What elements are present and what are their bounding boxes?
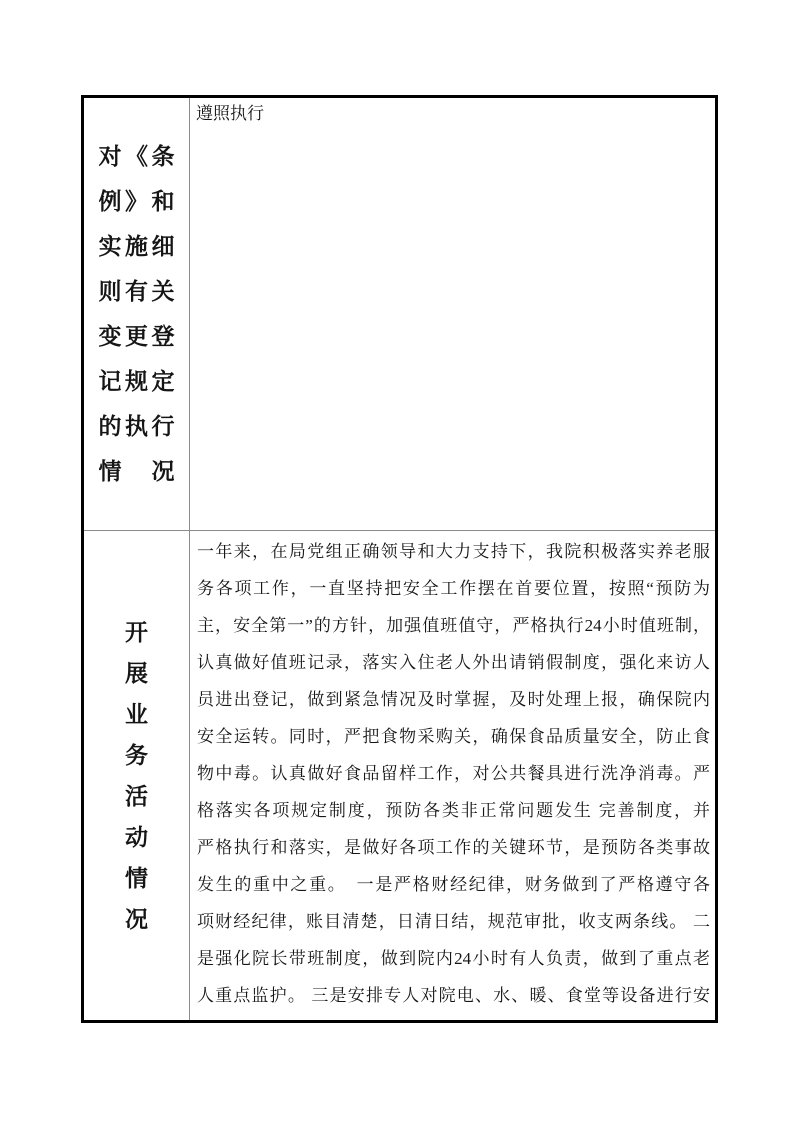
row2-label-cell [84, 531, 190, 1020]
body-text-line: 格落实各项规定制度，预防各类非正常问题发生 完善制度，并 [197, 801, 710, 820]
row2-label-char: 情 [125, 865, 148, 891]
row2-body-cell [190, 531, 715, 1020]
row1-content-cell [190, 98, 715, 531]
body-text-line: 项财经纪律，账目清楚，日清日结，规范审批，收支两条线。 二 [197, 912, 710, 931]
row2-label-char: 开 [125, 619, 148, 645]
body-text-line: 务各项工作，一直坚持把安全工作摆在首要位置，按照“预防为 [197, 579, 710, 598]
row1-label-line: 的执行 [98, 414, 175, 439]
row2-label-char: 业 [125, 701, 148, 727]
body-text-line: 员进出登记，做到紧急情况及时掌握，及时处理上报，确保院内 [197, 690, 710, 709]
body-text-line: 发生的重中之重。 一是严格财经纪律，财务做到了严格遵守各 [197, 875, 710, 894]
row1-label-line: 对《条 [98, 144, 175, 169]
row2-label-char: 展 [125, 660, 148, 686]
row2-label-char: 动 [125, 824, 148, 850]
row1-label-line: 实施细 [98, 234, 175, 259]
body-text-line: 认真做好值班记录，落实入住老人外出请销假制度，强化来访人 [197, 653, 710, 672]
body-text-line: 物中毒。认真做好食品留样工作，对公共餐具进行洗净消毒。严 [197, 764, 710, 783]
row1-label-line: 则有关 [98, 279, 175, 304]
row1-content-text: 遵照执行 [196, 104, 264, 123]
row2-label-char: 活 [125, 783, 148, 809]
row2-label-char: 务 [125, 742, 148, 768]
row1-label-cell [84, 98, 190, 531]
row2-label-char: 况 [125, 906, 148, 932]
form-table [81, 95, 718, 1023]
row1-label-line: 情况 [98, 459, 175, 484]
row1-label-line: 记规定 [98, 369, 175, 394]
body-text-line: 安全运转。同时，严把食物采购关，确保食品质量安全，防止食 [197, 727, 710, 746]
row1-label-line: 例》和 [98, 189, 175, 214]
body-text-line: 严格执行和落实，是做好各项工作的关键环节，是预防各类事故 [197, 838, 710, 857]
body-text-line: 人重点监护。 三是安排专人对院电、水、暖、食堂等设备进行安 [197, 986, 710, 1005]
body-text-line: 一年来，在局党组正确领导和大力支持下，我院积极落实养老服 [197, 542, 710, 561]
row1-label-line: 变更登 [98, 324, 175, 349]
body-text-line: 是强化院长带班制度，做到院内24小时有人负责，做到了重点老 [197, 949, 710, 968]
body-text-line: 主，安全第一”的方针，加强值班值守，严格执行24小时值班制， [197, 616, 710, 635]
